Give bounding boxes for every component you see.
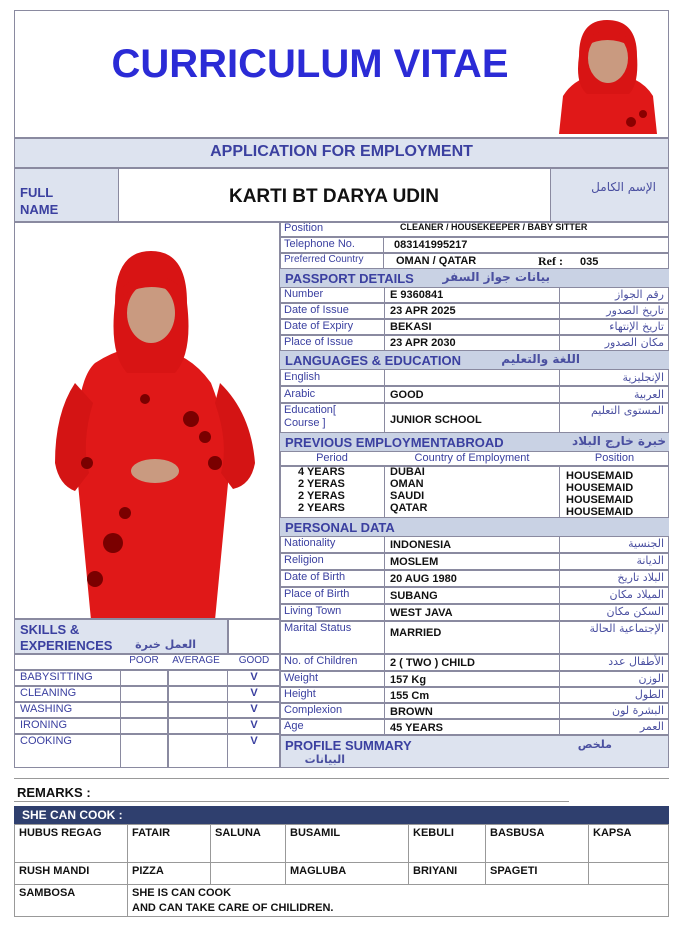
skill-cell-poor [120, 734, 168, 768]
education-value: JUNIOR SCHOOL [390, 414, 482, 426]
skill-cell-poor [120, 718, 168, 734]
skills-title-ar: العمل خبرة [135, 638, 196, 651]
employment-country: DUBAI [390, 466, 425, 478]
personal-row-ar: الطول [634, 688, 664, 701]
personal-row-label: Complexion [284, 704, 343, 716]
dish: SALUNA [211, 825, 286, 863]
skill-name: COOKING [20, 735, 72, 747]
dish: BUSAMIL [286, 825, 409, 863]
remarks-title: REMARKS : [17, 785, 91, 800]
profile-summary-title: PROFILE SUMMARY [285, 738, 412, 753]
personal-row-ar: الأطفال عدد [608, 655, 664, 668]
remarks-line [14, 778, 669, 779]
passport-row-label: Number [284, 288, 324, 300]
passport-row-value: 23 APR 2025 [390, 305, 456, 317]
name-ar-cell [550, 168, 669, 222]
employment-title: PREVIOUS EMPLOYMENTABROAD [285, 435, 504, 450]
employment-period: 2 YERAS [298, 478, 345, 490]
dish: KEBULI [409, 825, 486, 863]
employment-country: QATAR [390, 502, 428, 514]
passport-row-ar: تاريخ الإنتهاء [609, 320, 664, 333]
passport-row-label: Date of Expiry [284, 320, 354, 332]
languages-title-ar: اللغة والتعليم [501, 352, 580, 366]
employment-position: HOUSEMAID [566, 494, 634, 506]
personal-row-value: WEST JAVA [390, 607, 453, 619]
telephone-value: 083141995217 [394, 239, 468, 251]
personal-row-value: MOSLEM [390, 556, 439, 568]
cook-header: SHE CAN COOK : [22, 808, 123, 822]
education-label: Education[ Course ] [284, 404, 336, 429]
employment-period: 4 YEARS [298, 466, 345, 478]
personal-row-ar: السكن مكان [606, 605, 664, 618]
dish: MAGLUBA [286, 863, 409, 885]
remarks-underline [14, 801, 569, 802]
skill-good-mark: V [250, 671, 258, 683]
passport-row-ar: تاريخ الصدور [606, 304, 664, 317]
passport-title: PASSPORT DETAILS [285, 271, 414, 286]
personal-row-ar: العمر [639, 720, 664, 733]
skill-good-mark: V [250, 719, 258, 731]
personal-row-label: Height [284, 688, 316, 700]
dish: FATAIR [128, 825, 211, 863]
dish: PIZZA [128, 863, 211, 885]
skill-name: IRONING [20, 719, 68, 731]
education-ar: المستوى التعليم [590, 404, 664, 417]
skill-cell-average [168, 686, 228, 702]
skill-cell-average [168, 734, 228, 768]
profile-summary-ar2: البيانات [304, 753, 345, 766]
position-header: Position [594, 452, 635, 464]
skill-cell-average [168, 702, 228, 718]
personal-row-value: 20 AUG 1980 [390, 573, 457, 585]
dish: SPAGETI [486, 863, 589, 885]
personal-row-ar: الميلاد مكان [609, 588, 664, 601]
passport-title-ar: بيانات جواز السفر [442, 270, 550, 284]
personal-row-label: Religion [284, 554, 324, 566]
skills-header-right [228, 619, 280, 654]
dish: KAPSA [589, 825, 669, 863]
employment-position: HOUSEMAID [566, 470, 634, 482]
arabic-label: Arabic [284, 388, 316, 400]
personal-row-value: MARRIED [390, 627, 442, 639]
employment-country: OMAN [390, 478, 424, 490]
english-ar: الإنجليزية [622, 371, 664, 384]
personal-row-value: 157 Kg [390, 674, 427, 686]
dish: SAMBOSA [15, 885, 128, 917]
name-label: FULL NAME [20, 185, 59, 217]
personal-row-value: 2 ( TWO ) CHILD [390, 657, 475, 669]
profile-photo [14, 222, 280, 619]
skill-cell-average [168, 670, 228, 686]
arabic-ar: العربية [633, 388, 664, 401]
skill-cell-poor [120, 686, 168, 702]
full-name: KARTI BT DARYA UDIN [228, 186, 440, 207]
personal-row-label: Nationality [284, 537, 336, 549]
employment-position: HOUSEMAID [566, 506, 634, 518]
personal-row-value: 45 YEARS [390, 722, 443, 734]
country-label: Preferred Country [284, 254, 364, 265]
skill-good-mark: V [250, 687, 258, 699]
skills-title: SKILLS & EXPERIENCES [20, 622, 113, 653]
profile-photo-small [549, 14, 666, 134]
skill-good-mark: V [250, 735, 258, 747]
employment-period: 2 YERAS [298, 490, 345, 502]
period-header: Period [316, 452, 348, 464]
skill-cell-poor [120, 702, 168, 718]
employment-period: 2 YEARS [298, 502, 345, 514]
dish: RUSH MANDI [15, 863, 128, 885]
personal-row-label: Age [284, 720, 304, 732]
dish [589, 863, 669, 885]
personal-row-label: No. of Children [284, 655, 358, 667]
skill-name: BABYSITTING [20, 671, 93, 683]
personal-row-label: Place of Birth [284, 588, 350, 600]
personal-row-ar: الإجتماعية الحالة [589, 622, 664, 635]
personal-row-ar: الجنسية [628, 537, 664, 550]
passport-row-value: BEKASI [390, 321, 432, 333]
skill-level-poor: POOR [129, 655, 159, 666]
remarks-note [128, 885, 669, 917]
passport-row-value: 23 APR 2030 [390, 337, 456, 349]
lang-row-english-mid [384, 369, 560, 386]
subtitle: APPLICATION FOR EMPLOYMENT [210, 143, 473, 160]
skill-level-average: AVERAGE [172, 655, 220, 666]
passport-row-ar: مكان الصدور [604, 336, 664, 349]
telephone-label: Telephone No. [284, 238, 355, 250]
personal-row-label: Marital Status [284, 622, 352, 634]
ref-value: 035 [580, 256, 599, 268]
remarks-note-line2: AND CAN TAKE CARE OF CHILIDREN. [132, 902, 334, 914]
personal-row-value: 155 Cm [390, 690, 430, 702]
passport-row-value: E 9360841 [390, 289, 444, 301]
skill-good-mark: V [250, 703, 258, 715]
dish: BRIYANI [409, 863, 486, 885]
arabic-value: GOOD [390, 389, 424, 401]
personal-row-value: BROWN [390, 706, 433, 718]
name-label-ar: الإسم الكامل [591, 180, 656, 194]
profile-summary-ar: ملخص [577, 738, 612, 751]
personal-row-label: Date of Birth [284, 571, 346, 583]
skill-cell-average [168, 718, 228, 734]
personal-row-ar: الديانة [636, 554, 664, 567]
dish [211, 863, 286, 885]
english-label: English [284, 371, 321, 383]
position-label: Position [284, 222, 324, 234]
personal-row-label: Living Town [284, 605, 342, 617]
country-header: Country of Employment [414, 452, 530, 464]
dish: HUBUS REGAG [15, 825, 128, 863]
ref-label: Ref : [538, 254, 563, 268]
personal-row-ar: الوزن [638, 672, 664, 685]
passport-row-ar: رقم الجواز [615, 288, 664, 301]
personal-row-ar: البشرة لون [612, 704, 664, 717]
employment-title-ar: خبرة خارج البلاد [572, 434, 666, 448]
passport-row-label: Date of Issue [284, 304, 349, 316]
personal-row-label: Weight [284, 672, 319, 684]
cook-table [14, 824, 669, 917]
skill-level-good: GOOD [238, 655, 270, 666]
employment-country: SAUDI [390, 490, 425, 502]
personal-row-value: INDONESIA [390, 539, 452, 551]
skill-cell-poor [120, 670, 168, 686]
skill-name: WASHING [20, 703, 73, 715]
employment-position: HOUSEMAID [566, 482, 634, 494]
page-title: CURRICULUM VITAE [111, 42, 509, 86]
personal-row-ar: البلاد تاريخ [617, 571, 664, 584]
personal-title: PERSONAL DATA [285, 520, 395, 535]
personal-row-value: SUBANG [390, 590, 438, 602]
languages-title: LANGUAGES & EDUCATION [285, 353, 461, 368]
passport-row-label: Place of Issue [284, 336, 354, 348]
skill-name: CLEANING [20, 687, 77, 699]
dish: BASBUSA [486, 825, 589, 863]
remarks-note-line1: SHE IS CAN COOK [132, 887, 232, 899]
country-value: OMAN / QATAR [396, 255, 477, 267]
position-value: CLEANER / HOUSEKEEPER / BABY SITTER [400, 222, 588, 232]
